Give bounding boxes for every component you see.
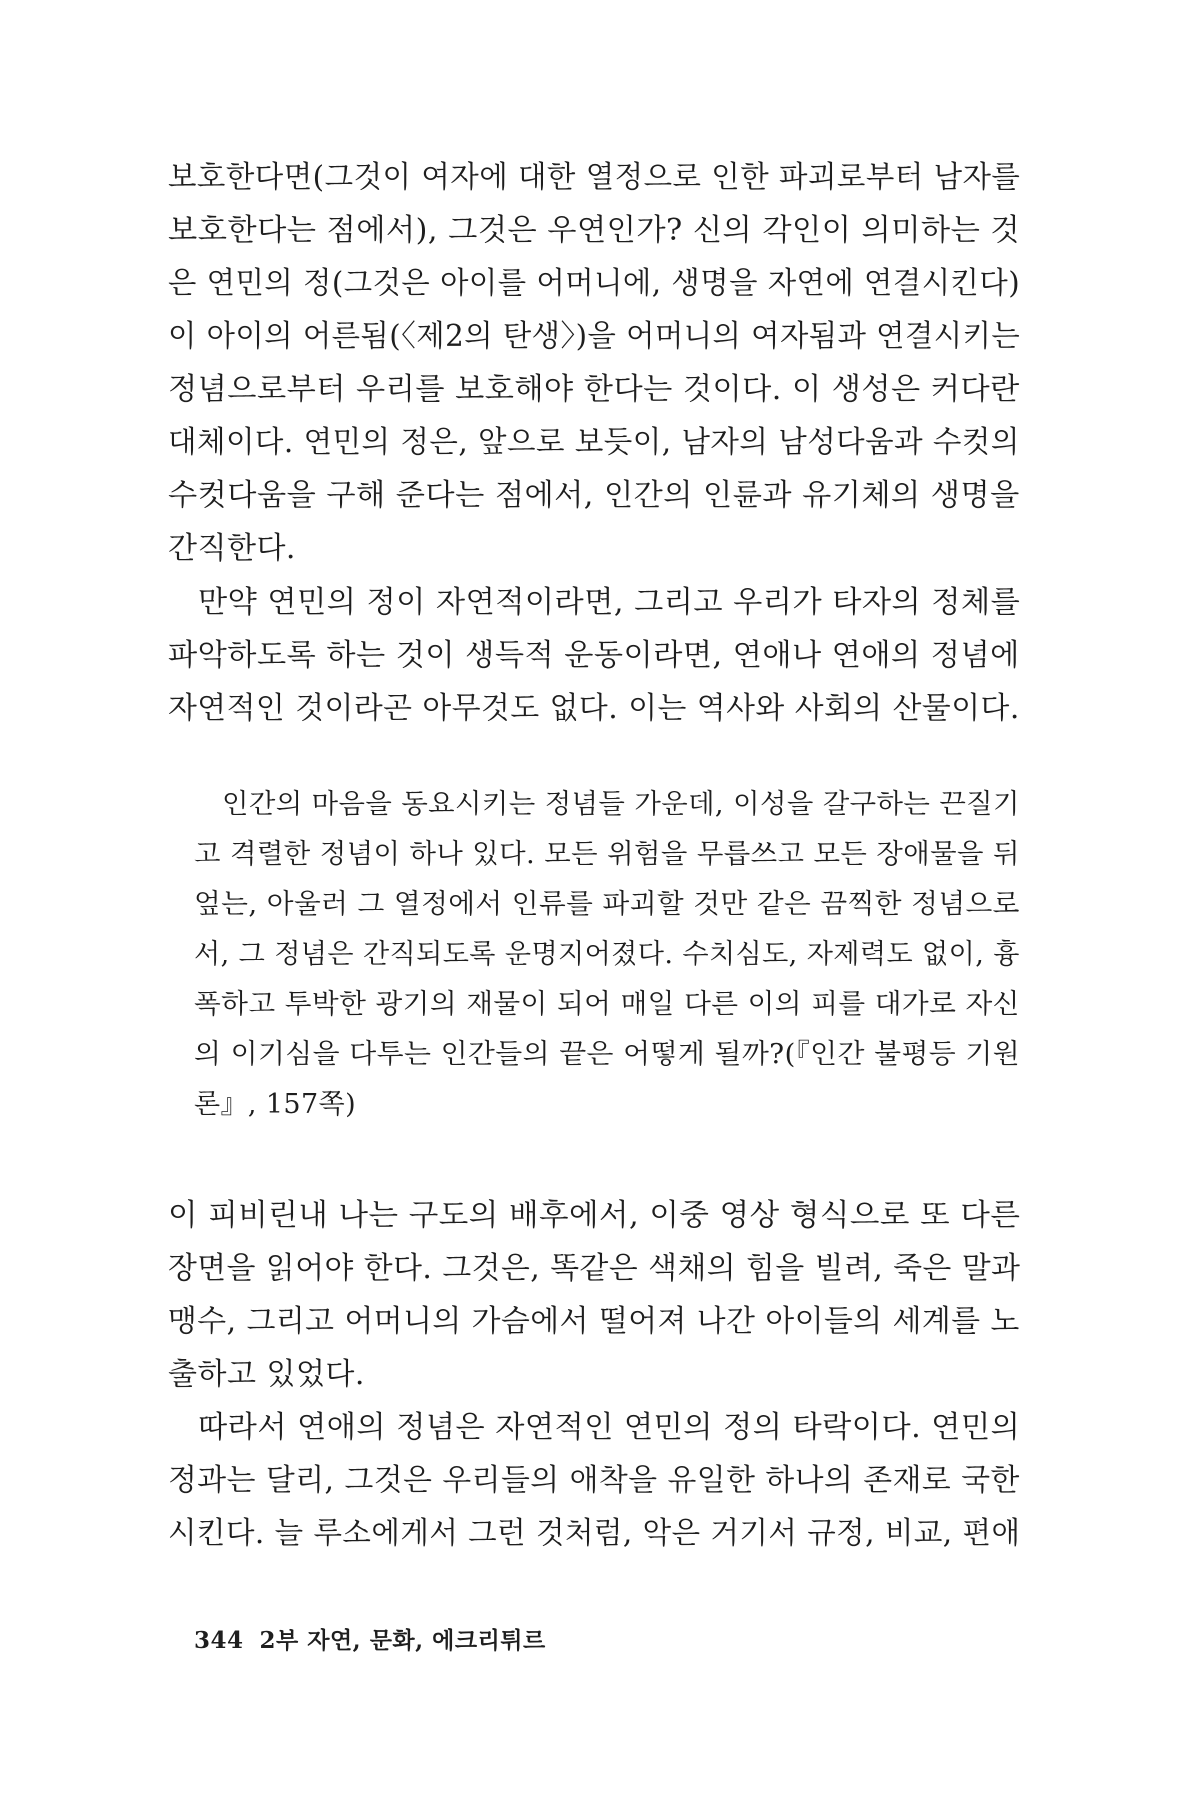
text-line: 은 연민의 정(그것은 아이를 어머니에, 생명을 자연에 연결시킨다)	[168, 266, 1021, 301]
text-line: 정념으로부터 우리를 보호해야 한다는 것이다. 이 생성은 커다란	[168, 372, 1020, 407]
text-line: 이 아이의 어른됨(〈제2의 탄생〉)을 어머니의 여자됨과 연결시키는	[168, 319, 1021, 354]
quote-line: 폭하고 투박한 광기의 재물이 되어 매일 다른 이의 피를 대가로 자신	[194, 989, 1020, 1020]
text-line: 정과는 달리, 그것은 우리들의 애착을 유일한 하나의 존재로 국한	[168, 1463, 1020, 1498]
page-footer	[194, 1626, 546, 1656]
text-line: 파악하도록 하는 것이 생득적 운동이라면, 연애나 연애의 정념에	[168, 638, 1020, 673]
text-line: 보호한다는 점에서), 그것은 우연인가? 신의 각인이 의미하는 것	[168, 213, 1021, 248]
quote-line: 의 이기심을 다투는 인간들의 끝은 어떻게 될까?(『인간 불평등 기원	[194, 1039, 1021, 1070]
text-line: 보호한다면(그것이 여자에 대한 열정으로 인한 파괴로부터 남자를	[168, 160, 1021, 195]
text-line: 수컷다움을 구해 준다는 점에서, 인간의 인륜과 유기체의 생명을	[168, 478, 1020, 513]
text-line: 만약 연민의 정이 자연적이라면, 그리고 우리가 타자의 정체를	[198, 585, 1021, 620]
text-line: 장면을 읽어야 한다. 그것은, 똑같은 색채의 힘을 빌려, 죽은 말과	[168, 1251, 1021, 1286]
quote-line: 인간의 마음을 동요시키는 정념들 가운데, 이성을 갈구하는 끈질기	[222, 789, 1020, 820]
quote-line: 론』, 157쪽)	[194, 1089, 356, 1120]
text-line: 따라서 연애의 정념은 자연적인 연민의 정의 타락이다. 연민의	[198, 1410, 1021, 1445]
quote-line: 고 격렬한 정념이 하나 있다. 모든 위험을 무릅쓰고 모든 장애물을 뒤	[194, 839, 1020, 870]
running-head: 2부 자연, 문화, 에크리튀르	[259, 1627, 546, 1654]
quote-line: 엎는, 아울러 그 열정에서 인류를 파괴할 것만 같은 끔찍한 정념으로	[194, 889, 1020, 920]
page-number: 344	[194, 1627, 244, 1654]
quote-line: 서, 그 정념은 간직되도록 운명지어졌다. 수치심도, 자제력도 없이, 흉	[194, 939, 1020, 970]
text-line: 맹수, 그리고 어머니의 가슴에서 떨어져 나간 아이들의 세계를 노	[168, 1304, 1020, 1339]
text-line: 자연적인 것이라곤 아무것도 없다. 이는 역사와 사회의 산물이다.	[168, 691, 1020, 726]
text-line: 간직한다.	[168, 531, 296, 566]
text-line: 이 피비린내 나는 구도의 배후에서, 이중 영상 형식으로 또 다른	[168, 1198, 1021, 1233]
text-line: 시킨다. 늘 루소에게서 그런 것처럼, 악은 거기서 규정, 비교, 편애	[168, 1516, 1021, 1551]
text-line: 출하고 있었다.	[168, 1357, 365, 1392]
text-line: 대체이다. 연민의 정은, 앞으로 보듯이, 남자의 남성다움과 수컷의	[168, 425, 1020, 460]
